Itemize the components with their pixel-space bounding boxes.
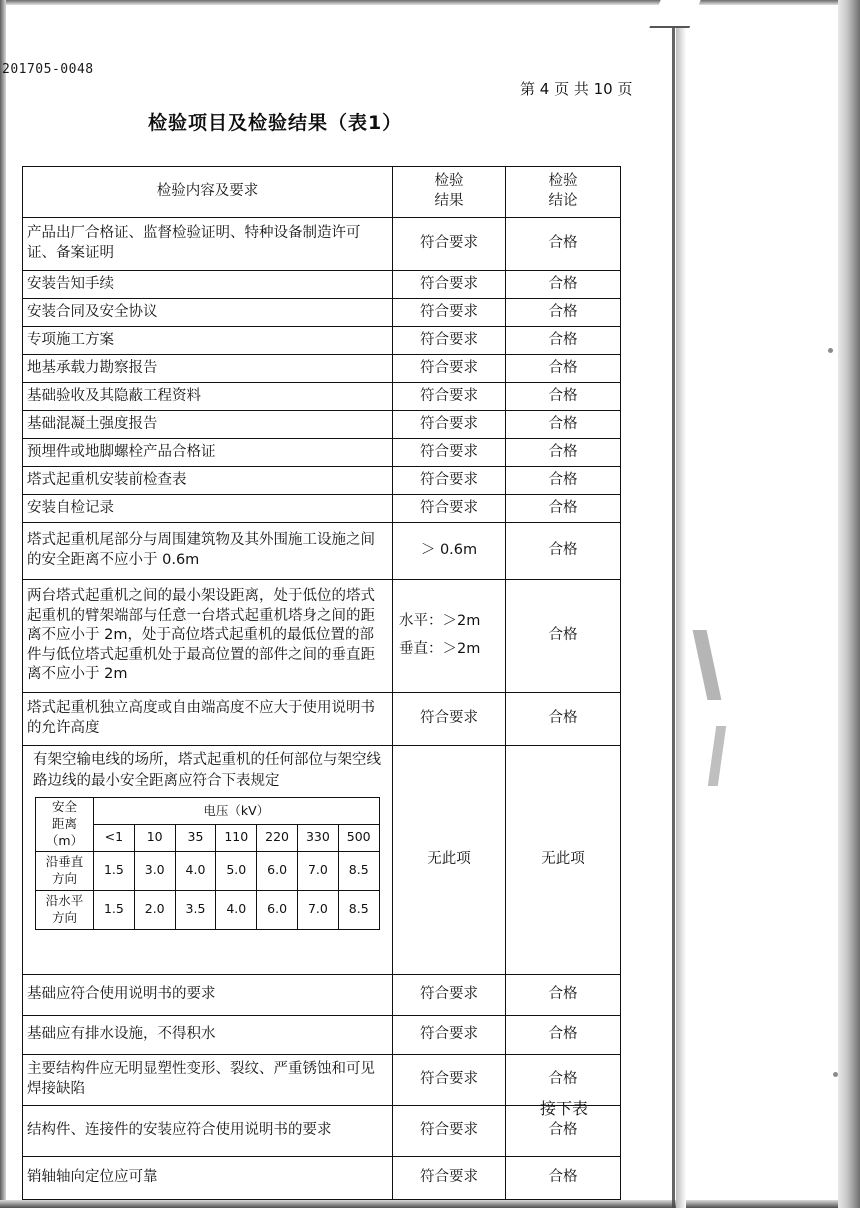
label-line2: 方向 (51, 909, 77, 925)
row-content: 塔式起重机独立高度或自由端高度不应大于使用说明书的允许高度 (23, 693, 393, 746)
row-content: 安装自检记录 (23, 495, 393, 523)
label-line1: 沿垂直 (45, 853, 84, 869)
inspection-table-wrapper (22, 166, 620, 1200)
row-result: 符合要求 (393, 1157, 506, 1200)
row-content: 预埋件或地脚螺栓产品合格证 (23, 439, 393, 467)
row-conclusion: 合格 (506, 383, 621, 411)
voltage-value: 3.0 (134, 851, 175, 890)
table-row (23, 299, 621, 327)
table-row (23, 218, 621, 271)
row-conclusion: 合格 (506, 218, 621, 271)
page-edge-left (0, 0, 6, 1208)
row-conclusion: 合格 (506, 299, 621, 327)
row-conclusion: 合格 (506, 1055, 621, 1106)
page-edge-right (838, 0, 860, 1208)
row-content: 有架空输电线的场所，塔式起重机的任何部位与架空线路边线的最小安全距离应符合下表规定 (33, 752, 381, 790)
table-row (23, 411, 621, 439)
voltage-data-row (36, 851, 380, 890)
row-result: 符合要求 (393, 495, 506, 523)
row-content: 地基承载力勘察报告 (23, 355, 393, 383)
row-content: 塔式起重机安装前检查表 (23, 467, 393, 495)
row-conclusion: 合格 (506, 1016, 621, 1055)
voltage-value: 6.0 (257, 890, 298, 929)
scan-artifact-2 (693, 630, 722, 700)
table-row (23, 495, 621, 523)
row-conclusion: 合格 (506, 439, 621, 467)
row-content: 安装合同及安全协议 (23, 299, 393, 327)
row-result: 符合要求 (393, 299, 506, 327)
voltage-data-row (36, 890, 380, 929)
header-result-line2: 结果 (434, 193, 464, 209)
page-fold-shadow (676, 0, 686, 1208)
voltage-row-label (36, 890, 94, 929)
row-content: 销轴轴向定位应可靠 (23, 1157, 393, 1200)
row-conclusion: 合格 (506, 1106, 621, 1157)
row-result: 符合要求 (393, 271, 506, 299)
row-result-line2: 垂直：＞2m (399, 641, 481, 657)
table-row (23, 693, 621, 746)
voltage-col: 500 (338, 824, 379, 851)
row-conclusion: 合格 (506, 355, 621, 383)
row-conclusion: 合格 (506, 975, 621, 1016)
row-content: 结构件、连接件的安装应符合使用说明书的要求 (23, 1106, 393, 1157)
inspection-table (22, 166, 621, 1200)
row-result (393, 580, 506, 693)
header-conclusion-line1: 检验 (548, 173, 578, 190)
continuation-note: 接下表 (540, 1099, 589, 1118)
row-result: ＞ 0.6m (393, 523, 506, 580)
row-content: 专项施工方案 (23, 327, 393, 355)
row-conclusion: 合格 (506, 1157, 621, 1200)
table-row (23, 975, 621, 1016)
row-result: 无此项 (393, 746, 506, 975)
voltage-corner-label (36, 798, 94, 852)
header-content: 检验内容及要求 (23, 167, 393, 218)
page-fold-line (672, 0, 675, 1208)
voltage-value: 3.5 (175, 890, 216, 929)
row-result: 符合要求 (393, 439, 506, 467)
table-row (23, 1055, 621, 1106)
row-content-cell (23, 746, 393, 975)
row-result: 符合要求 (393, 1055, 506, 1106)
voltage-value: 4.0 (175, 851, 216, 890)
row-content: 基础验收及其隐蔽工程资料 (23, 383, 393, 411)
page-edge-top (0, 0, 860, 5)
voltage-col: 10 (134, 824, 175, 851)
table-row (23, 327, 621, 355)
table-row (23, 467, 621, 495)
table-row (23, 1016, 621, 1055)
header-result (393, 167, 506, 218)
voltage-col: 220 (257, 824, 298, 851)
row-conclusion: 合格 (506, 495, 621, 523)
row-content: 基础应符合使用说明书的要求 (23, 975, 393, 1016)
row-result: 符合要求 (393, 355, 506, 383)
page-edge-bottom (0, 1200, 860, 1208)
row-result-line1: 水平：＞2m (399, 613, 481, 630)
row-result: 符合要求 (393, 218, 506, 271)
table-row (23, 439, 621, 467)
scan-artifact-3 (708, 726, 726, 786)
row-content: 塔式起重机尾部分与周围建筑物及其外围施工设施之间的安全距离不应小于 0.6m (23, 523, 393, 580)
voltage-value: 5.0 (216, 851, 257, 890)
table-row (23, 1106, 621, 1157)
scan-artifact-4 (833, 1072, 838, 1077)
row-conclusion: 无此项 (506, 746, 621, 975)
row-content: 基础应有排水设施，不得积水 (23, 1016, 393, 1055)
voltage-table-header-row (36, 798, 380, 825)
voltage-row-label (36, 851, 94, 890)
voltage-value: 1.5 (94, 890, 135, 929)
row-content: 产品出厂合格证、监督检验证明、特种设备制造许可证、备案证明 (23, 218, 393, 271)
row-result: 符合要求 (393, 975, 506, 1016)
row-result: 符合要求 (393, 1106, 506, 1157)
header-conclusion-line2: 结论 (548, 193, 578, 209)
row-result: 符合要求 (393, 467, 506, 495)
label-line2: 方向 (51, 870, 77, 886)
row-conclusion: 合格 (506, 523, 621, 580)
table-row (23, 580, 621, 693)
row-result: 符合要求 (393, 383, 506, 411)
voltage-col: 330 (297, 824, 338, 851)
row-conclusion: 合格 (506, 580, 621, 693)
voltage-header: 电压（kV） (94, 798, 380, 825)
scan-artifact-1 (828, 348, 833, 353)
table-row (23, 383, 621, 411)
row-conclusion: 合格 (506, 467, 621, 495)
row-result: 符合要求 (393, 1016, 506, 1055)
row-content: 基础混凝土强度报告 (23, 411, 393, 439)
voltage-value: 2.0 (134, 890, 175, 929)
row-content: 安装告知手续 (23, 271, 393, 299)
voltage-col: 110 (216, 824, 257, 851)
row-result: 符合要求 (393, 411, 506, 439)
table-row (23, 355, 621, 383)
voltage-value: 8.5 (338, 890, 379, 929)
document-id: 201705-0048 (2, 62, 94, 77)
table-header-row (23, 167, 621, 218)
voltage-value: 1.5 (94, 851, 135, 890)
table-row-with-voltage-table (23, 746, 621, 975)
row-conclusion: 合格 (506, 411, 621, 439)
voltage-value: 8.5 (338, 851, 379, 890)
row-content: 主要结构件应无明显塑性变形、裂纹、严重锈蚀和可见焊接缺陷 (23, 1055, 393, 1106)
table-row (23, 271, 621, 299)
row-conclusion: 合格 (506, 271, 621, 299)
corner-line1: 安全 (51, 799, 77, 815)
row-result: 符合要求 (393, 693, 506, 746)
row-conclusion: 合格 (506, 693, 621, 746)
corner-line3: （m） (45, 832, 84, 848)
label-line1: 沿水平 (45, 892, 84, 908)
table-row (23, 523, 621, 580)
header-result-line1: 检验 (434, 173, 464, 190)
page-title: 检验项目及检验结果（表1） (148, 112, 403, 134)
corner-line2: 距离 (51, 815, 77, 831)
row-result: 符合要求 (393, 327, 506, 355)
page-number: 第 4 页 共 10 页 (520, 80, 633, 98)
table-row (23, 1157, 621, 1200)
voltage-value: 4.0 (216, 890, 257, 929)
row-conclusion: 合格 (506, 327, 621, 355)
voltage-value: 6.0 (257, 851, 298, 890)
row-content: 两台塔式起重机之间的最小架设距离，处于低位的塔式起重机的臂架端部与任意一台塔式起重机塔身之间的距离不应小于 2m，处于高位塔式起重机的最低位置的部件与低位塔式起重机处于最高位置的部件之间的垂直距离不应小于 2m (23, 580, 393, 693)
voltage-value: 7.0 (297, 851, 338, 890)
voltage-col: 35 (175, 824, 216, 851)
voltage-col: <1 (94, 824, 135, 851)
voltage-clearance-table (35, 797, 380, 930)
header-conclusion (506, 167, 621, 218)
voltage-value: 7.0 (297, 890, 338, 929)
